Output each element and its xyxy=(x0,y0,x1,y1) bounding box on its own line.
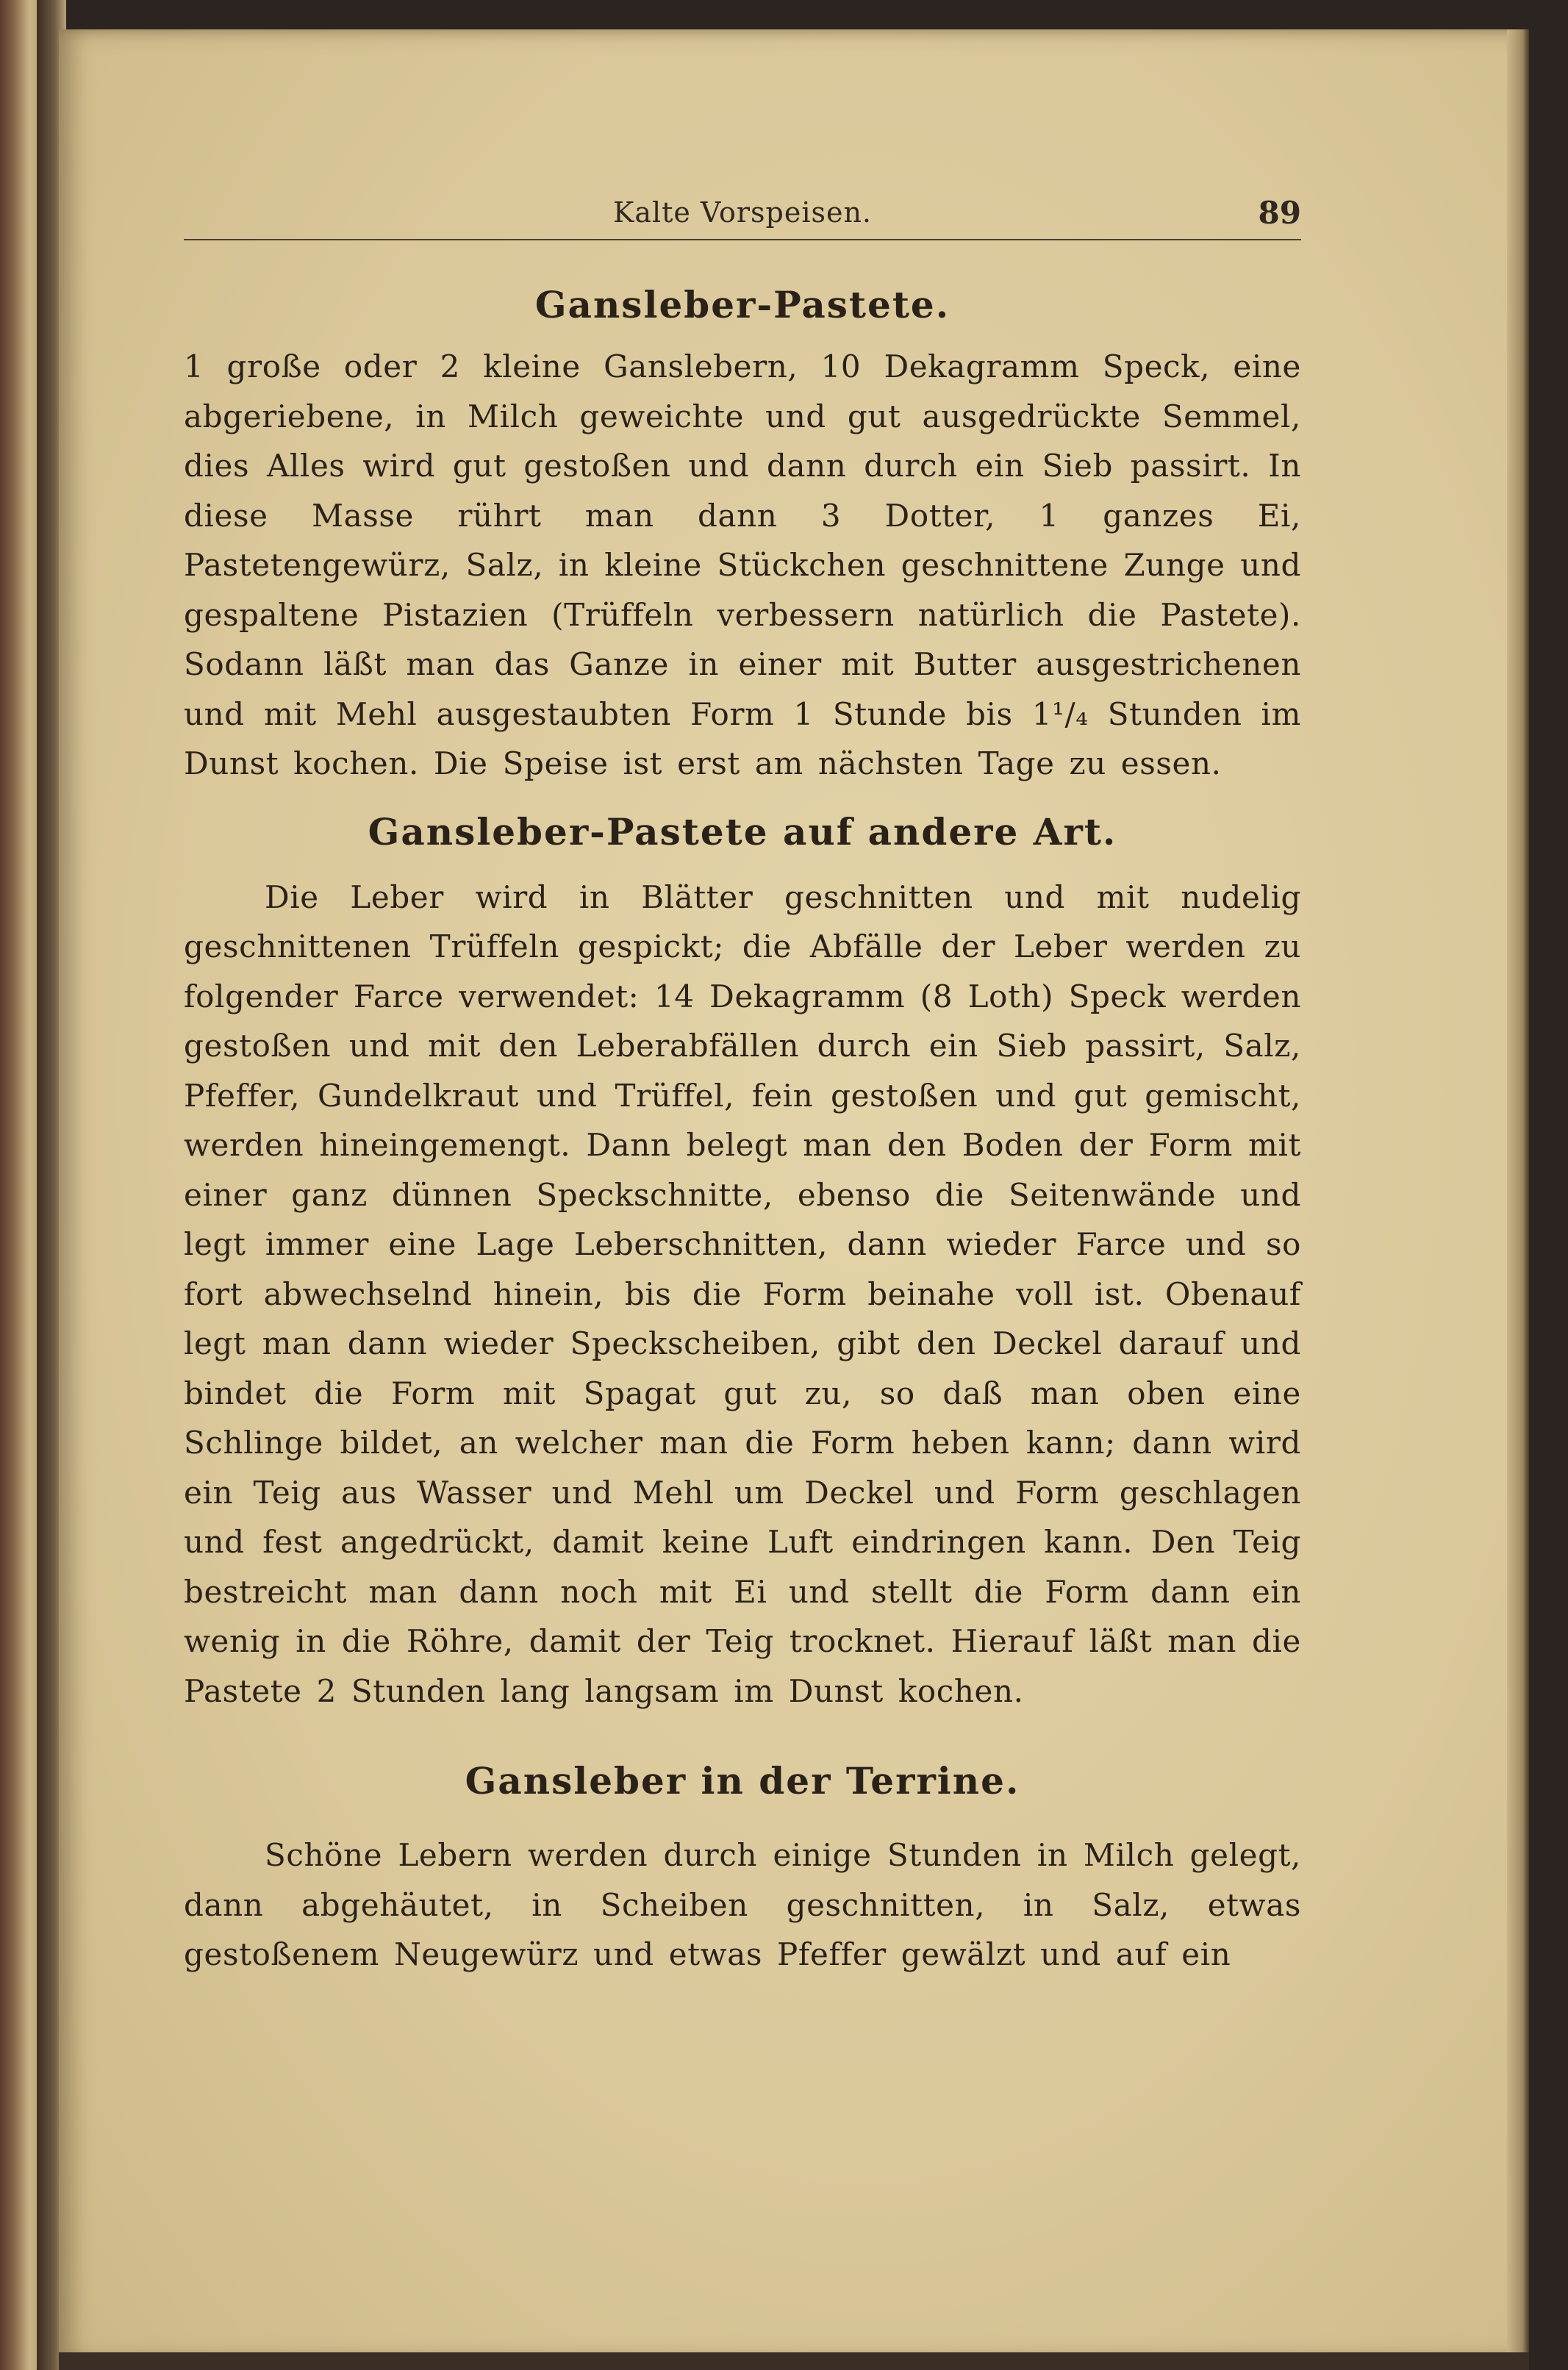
page-number: 89 xyxy=(1258,195,1301,231)
section-paragraph: 1 große oder 2 kleine Ganslebern, 10 Dekagramm Speck, eine abgeriebene, in Milch geweichte und gut ausgedrückte Semmel, dies Alles wird gut gestoßen und dann durch ein Sieb passirt. In diese Masse rührt man dann 3 Dotter, 1 ganzes Ei, Pastetengewürz, Salz, in kleine Stückchen geschnittene Zunge und gespaltene Pistazien (Trüffeln verbessern natürlich die Pastete). Sodann läßt man das Ganze in einer mit Butter ausgestrichenen und mit Mehl ausgestaubten Form 1 Stunde bis 1¹/₄ Stunden im Dunst kochen. Die Speise ist erst am nächsten Tage zu essen. xyxy=(184,348,1301,781)
page-right-edge xyxy=(1507,29,1529,2360)
section-heading: Gansleber-Pastete. xyxy=(534,283,951,326)
section-heading: Gansleber-Pastete auf andere Art. xyxy=(368,809,1117,853)
text-block xyxy=(184,272,1301,1980)
section-heading: Gansleber in der Terrine. xyxy=(465,1759,1020,1802)
bottom-edge xyxy=(59,2352,1529,2370)
running-title: Kalte Vorspeisen. xyxy=(612,196,873,229)
left-page-edge xyxy=(0,0,37,2370)
section-paragraph: Die Leber wird in Blätter geschnitten und mit nudelig geschnittenen Trüffeln gespickt; die Abfälle der Leber werden zu folgender Farce verwendet: 14 Dekagramm (8 Loth) Speck werden gestoßen und mit den Leberabfällen durch ein Sieb passirt, Salz, Pfeffer, Gundelkraut und Trüffel, fein gestoßen und gut gemischt, werden hineingemengt. Dann belegt man den Boden der Form mit einer ganz dünnen Speckschnitte, ebenso die Seitenwände und legt immer eine Lage Leberschnitten, dann wieder Farce und so fort abwechselnd hinein, bis die Form beinahe voll ist. Obenauf legt man dann wieder Speckscheiben, gibt den Deckel darauf und bindet die Form mit Spagat gut zu, so daß man oben eine Schlinge bildet, an welcher man die Form heben kann; dann wird ein Teig aus Wasser und Mehl um Deckel und Form geschlagen und fest angedrückt, damit keine Luft eindringen kann. Den Teig bestreicht man dann noch mit Ei und stellt die Form dann ein wenig in die Röhre, damit der Teig trocknet. Hierauf läßt man die Pastete 2 Stunden lang langsam im Dunst kochen. xyxy=(184,878,1301,1709)
section-paragraph: Schöne Lebern werden durch einige Stunden in Milch gelegt, dann abgehäutet, in Scheiben geschnitten, in Salz, etwas gestoßenem Neugewürz und etwas Pfeffer gewälzt und auf ein xyxy=(184,1837,1301,1972)
running-head xyxy=(184,195,1301,240)
